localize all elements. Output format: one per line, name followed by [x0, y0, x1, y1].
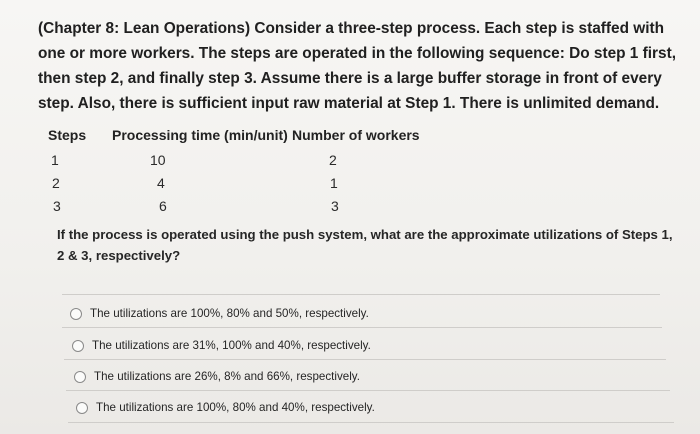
answer-option-2-label: The utilizations are 31%, 100% and 40%, respectively. — [92, 339, 371, 352]
row-1-workers: 2 — [329, 152, 337, 168]
answer-option-4[interactable] — [76, 401, 375, 414]
row-2-time: 4 — [157, 175, 165, 191]
answer-option-4-label: The utilizations are 100%, 80% and 40%, respectively. — [96, 401, 375, 414]
row-3-step: 3 — [53, 198, 61, 214]
answer-option-1[interactable] — [70, 307, 369, 320]
row-2-workers: 1 — [330, 175, 338, 191]
divider — [62, 327, 662, 328]
divider — [62, 294, 660, 295]
question-text: If the process is operated using the push system, what are the approximate utilizations of Steps 1, 2 & 3, respectively? — [57, 227, 673, 263]
answer-option-1-label: The utilizations are 100%, 80% and 50%, respectively. — [90, 307, 369, 320]
header-number-of-workers: Number of workers — [292, 127, 420, 143]
answer-option-2[interactable] — [72, 339, 371, 352]
row-1-time: 10 — [150, 152, 166, 168]
radio-button-icon[interactable] — [70, 308, 82, 320]
radio-button-icon[interactable] — [72, 340, 84, 352]
answer-option-3[interactable] — [74, 370, 360, 383]
divider — [64, 359, 666, 360]
header-processing-time: Processing time (min/unit) — [112, 127, 288, 143]
divider — [66, 390, 670, 391]
divider — [68, 422, 674, 423]
row-2-step: 2 — [52, 175, 60, 191]
row-3-time: 6 — [159, 198, 167, 214]
header-steps: Steps — [48, 127, 87, 143]
answer-option-3-label: The utilizations are 26%, 8% and 66%, respectively. — [94, 370, 360, 383]
radio-button-icon[interactable] — [76, 402, 88, 414]
row-1-step: 1 — [51, 152, 59, 168]
row-3-workers: 3 — [331, 198, 339, 214]
problem-statement: (Chapter 8: Lean Operations) Consider a three-step process. Each step is staffed with one or more workers. The steps are operated in the following sequence: Do step 1 first, then step 2, and finally step 3. Assume there is a large buffer storage in front of every step. Also, there is sufficient input raw material at Step 1. There is unlimited demand. — [38, 20, 676, 112]
process-table — [48, 127, 428, 217]
radio-button-icon[interactable] — [74, 371, 86, 383]
